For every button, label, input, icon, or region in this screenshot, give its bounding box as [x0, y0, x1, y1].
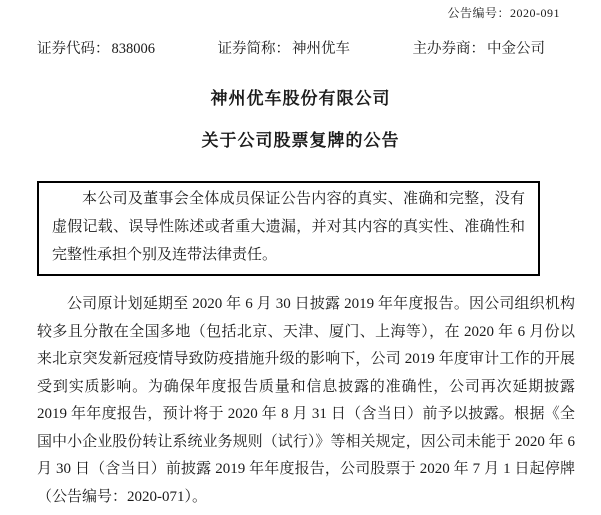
company-name-title: 神州优车股份有限公司 [210, 89, 391, 108]
securities-abbr-value: 神州优车 [292, 41, 350, 57]
securities-code-field [37, 37, 155, 58]
announcement-titles [0, 88, 601, 152]
body-paragraph: 公司原计划延期至 2020 年 6 月 30 日披露 2019 年年度报告。因公司组织机构较多且分散在全国多地（包括北京、天津、厦门、上海等），在 2020 年 6 月份以来北京突发新冠疫情导致防疫措施升级的影响下，公司 2019 年度审计工作的开展受到实质影响。为确保年度报告质量和信息披露的准确性，公司再次延期披露 2019 年年度报告，预计将于 2020 年 8 月 31 日（含当日）前予以披露。根据《全国中小企业股份转让系统业务规则（试行）》等相关规定，因公司未能于 2020 年 6 月 30 日（含当日）前披露 2019 年年度报告，公司股票于 2020 年 7 月 1 日起停牌（公告编号：2020-071）。 [37, 296, 575, 505]
securities-abbr-field [218, 37, 351, 58]
sponsor-broker-field [413, 37, 546, 58]
declaration-box [37, 181, 540, 276]
declaration-text: 本公司及董事会全体成员保证公告内容的真实、准确和完整，没有虚假记载、误导性陈述或者重大遗漏，并对其内容的真实性、准确性和完整性承担个别及连带法律责任。 [52, 191, 525, 263]
securities-abbr-label: 证券简称： [217, 41, 290, 57]
announcement-body [37, 291, 575, 511]
securities-code-label: 证券代码： [37, 41, 110, 57]
sponsor-broker-value: 中金公司 [487, 41, 545, 57]
securities-header-row [37, 37, 545, 58]
announcement-number: 公告编号：2020-091 [447, 6, 560, 20]
announcement-subject-title: 关于公司股票复牌的公告 [201, 131, 400, 150]
securities-code-value: 838006 [111, 41, 155, 57]
sponsor-broker-label: 主办券商： [412, 41, 485, 57]
